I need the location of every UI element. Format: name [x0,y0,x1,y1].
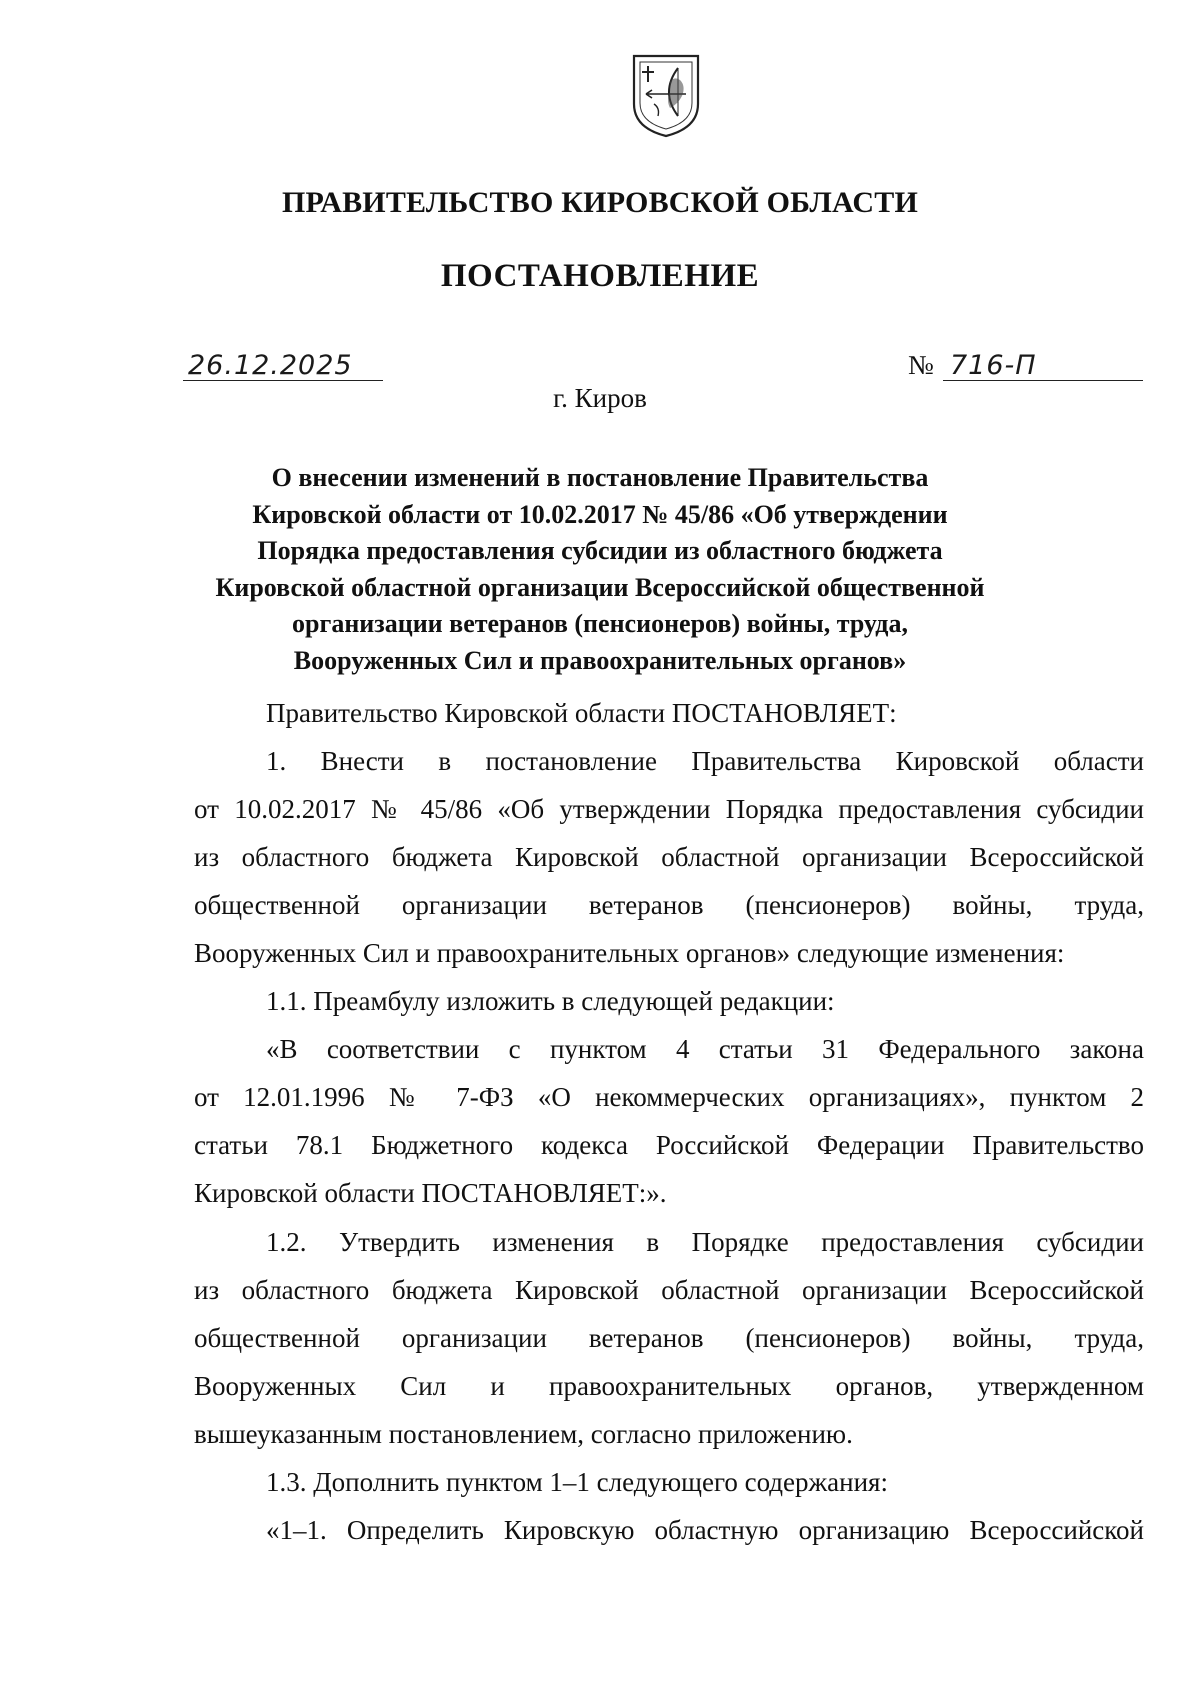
decree-date: 26.12.2025 [188,350,353,381]
body-line: Вооруженных Сил и правоохранительных органов, утвержденном [194,1371,1144,1401]
city-label: г. Киров [553,383,647,413]
body-line: общественной организации ветеранов (пенсионеров) войны, труда, [194,1323,1144,1353]
decree-number: 716-П [950,350,1037,381]
body-line: общественной организации ветеранов (пенсионеров) войны, труда, [194,890,1144,920]
body-line: 1. Внести в постановление Правительства Кировской области [266,746,1144,776]
body-line: вышеуказанным постановлением, согласно приложению. [194,1419,853,1449]
body-line: от 12.01.1996 № 7-ФЗ «О некоммерческих организациях», пунктом 2 [194,1082,1144,1112]
subject-line: О внесении изменений в постановление Правительства [271,463,929,492]
number-underline [943,380,1143,381]
body-line: Кировской области ПОСТАНОВЛЯЕТ:». [194,1178,667,1208]
decree-subject [170,460,1030,679]
body-line: 1.1. Преамбулу изложить в следующей редакции: [266,986,835,1016]
coat-of-arms-icon [630,52,702,138]
subject-line: организации ветеранов (пенсионеров) войны, труда, [292,609,908,638]
number-sign: № [908,350,934,380]
body-line: 1.2. Утвердить изменения в Порядке предоставления субсидии [266,1227,1144,1257]
body-line: из областного бюджета Кировской областной организации Всероссийской [194,842,1144,872]
subject-line: Кировской областной организации Всероссийской общественной [215,572,985,602]
subject-line: Кировской области от 10.02.2017 № 45/86 «Об утверждении [252,499,948,529]
decree-type-title: ПОСТАНОВЛЕНИЕ [440,258,760,294]
subject-line: Порядка предоставления субсидии из областного бюджета [257,536,943,565]
body-line: из областного бюджета Кировской областной организации Всероссийской [194,1275,1144,1305]
government-title: ПРАВИТЕЛЬСТВО КИРОВСКОЙ ОБЛАСТИ [282,186,918,219]
body-line: 1.3. Дополнить пунктом 1–1 следующего содержания: [266,1467,888,1497]
date-underline [183,380,383,381]
subject-line: Вооруженных Сил и правоохранительных органов» [293,645,907,675]
body-line: от 10.02.2017 № 45/86 «Об утверждении Порядка предоставления субсидии [194,794,1144,824]
body-line: Правительство Кировской области ПОСТАНОВЛЯЕТ: [266,698,897,728]
body-line: «1–1. Определить Кировскую областную организацию Всероссийской [266,1515,1144,1545]
body-line: Вооруженных Сил и правоохранительных органов» следующие изменения: [194,938,1065,968]
body-line: статьи 78.1 Бюджетного кодекса Российской Федерации Правительство [194,1130,1144,1160]
body-line: «В соответствии с пунктом 4 статьи 31 Федерального закона [266,1034,1144,1064]
